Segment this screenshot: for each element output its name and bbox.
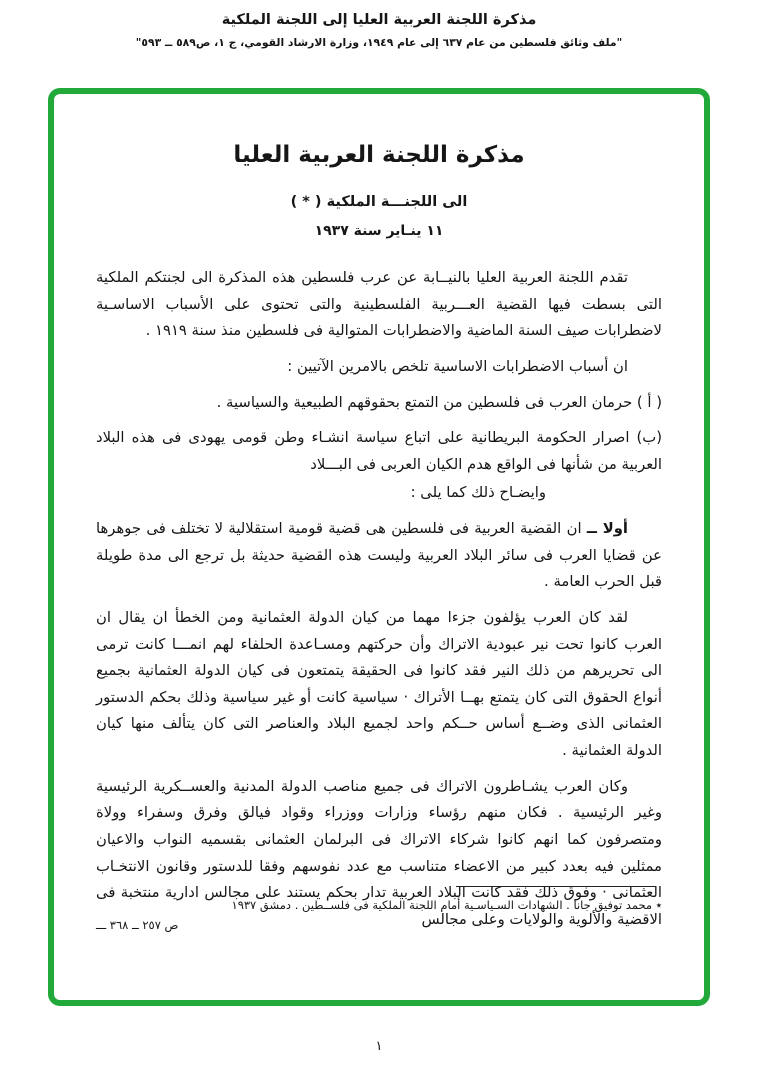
document-border-frame xyxy=(48,88,710,1006)
footnote xyxy=(96,886,662,936)
paragraph: وكان العرب يشـاطرون الاتراك فى جميع مناصب الدولة المدنية والعســكرية الرئيسية وغير الرئيسية . فكان منهم رؤساء وزارات ووزراء وقواد فيالق وفرق وسفراء وولاة ومتصرفون كما انهم كانوا شركاء الاتراك فى البرلمان العثمانى بقسميه النواب والاعيان ممثلين فيه بعدد كبير من الاعضاء متناسب مع عدد نفوسهم وفقا للدستور وقانون الانتخـاب العثمانى · وفوق ذلك فقد كانت البلاد العربية تدار بحكم يستند على مجالس ادارية منتخبة فى الاقضية والألوية والولايات وعلى مجالس xyxy=(96,777,662,928)
paragraph-lead: أولا ــ xyxy=(586,520,628,537)
document-body xyxy=(54,94,704,1000)
footnote-citation: ٭ محمد توفيق جانا . الشهادات السـياسـية أمام اللجنة الملكية فى فلســطين . دمشق ١٩٣٧ xyxy=(231,897,662,912)
document-title: مذكرة اللجنة العربية العليا xyxy=(233,142,525,168)
header-source-citation: "ملف وثائق فلسطين من عام ٦٣٧ إلى عام ١٩٤٩، وزارة الارشاد القومي، ج ١، ص٥٨٩ ــ ٥٩٣" xyxy=(135,36,623,49)
paragraph: وايضـاح ذلك كما يلى : xyxy=(410,484,546,502)
footnote-separator-rule xyxy=(456,886,656,887)
document-date: ١١ ينـاير سنة ١٩٣٧ xyxy=(314,223,444,239)
page-number: ١ xyxy=(375,1039,383,1054)
footnote-page-range: ص ٢٥٧ ــ ٣٦٨ ـــ xyxy=(96,918,179,933)
document-subtitle: الى اللجنـــة الملكية ( * ) xyxy=(290,194,468,210)
header-title: مذكرة اللجنة العربية العليا إلى اللجنة الملكية xyxy=(221,12,537,28)
paragraphs xyxy=(96,265,662,933)
paragraph: لقد كان العرب يؤلفون جزءا مهما من كيان الدولة العثمانية ومن الخطأ ان يقال ان العرب كانوا تحت نير عبودية الاتراك وأن حركتهم ومسـاعدة الحلفاء لهم انمـــا كانت ترمى الى تحريرهم من ذلك النير فقد كانوا فى الحقيقة يتمتعون فى كيان الدولة العثمانية بجميع أنواع الحقوق التى كان يتمتع بهــا الأتراك · سياسية كانت أو غير سياسية وذلك بحكم الدستور العثمانى الذى وضــع أساس حــكم واحد لجميع البلاد والعناصر التى كان يتألف منها كيان الدولة العثمانية . xyxy=(96,608,662,759)
paragraph: ( أ ) حرمان العرب فى فلسطين من التمتع بحقوقهم الطبيعية والسياسية . xyxy=(216,393,662,411)
page-header xyxy=(0,12,758,49)
paragraph: تقدم اللجنة العربية العليا بالنيــابة عن عرب فلسطين هذه المذكرة الى لجنتكم الملكية التى بسطت فيها القضية العـــربية الفلسطينية والتى تحتوى على الأسباب الاساسـية لاضطرابات صيف السنة الماضية والاضطرابات المتوالية فى فلسطين منذ سنة ١٩١٩ . xyxy=(96,269,662,340)
paragraph: ان أسباب الاضطرابات الاساسية تلخص بالامرين الآتيين : xyxy=(287,357,628,375)
paragraph: (ب) اصرار الحكومة البريطانية على اتباع سياسة انشـاء وطن قومى يهودى فى هذه البلاد العربية من شأنها فى الواقع هدم الكيان العربى فى البـــلاد xyxy=(96,429,662,473)
paragraph: أولا ــ ان القضية العربية فى فلسطين هى قضية قومية استقلالية لا تختلف فى جوهرها عن قضايا العرب فى سائر البلاد العربية وليست هذه القضية حديثة بل ترجع الى مدة طويلة قبل الحرب العامة . xyxy=(96,520,662,591)
